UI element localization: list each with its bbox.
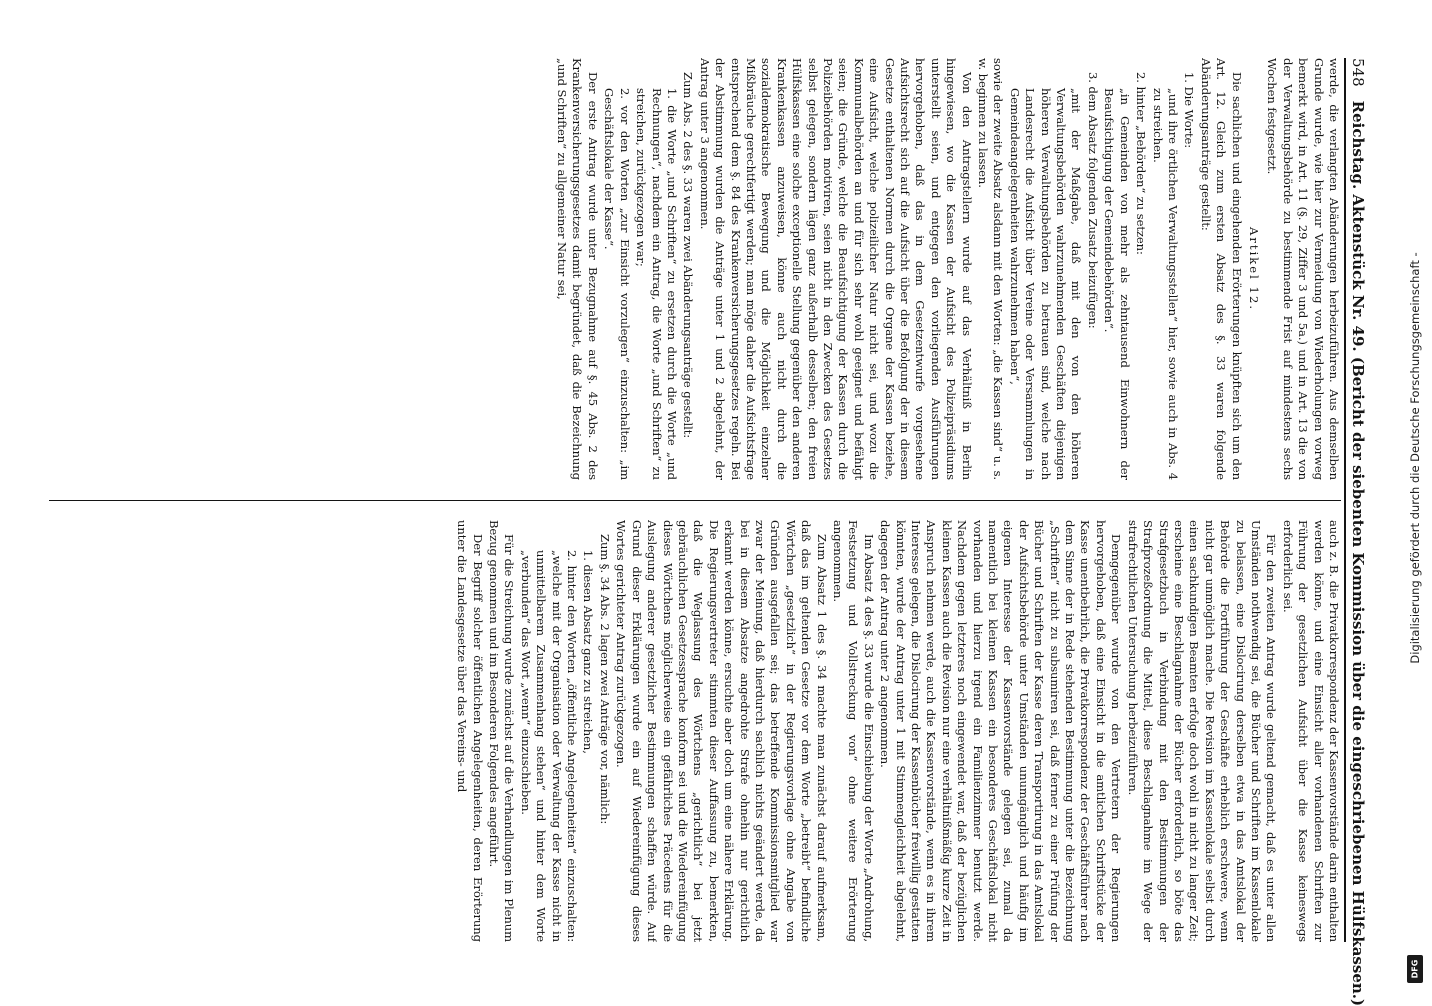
text-paragraph: Der Begriff solcher öffentlichen Angelegenheiten, deren Erörterung unter die Landesgesetze über das Vereins- und xyxy=(455,520,485,942)
page-header xyxy=(1344,58,1375,1006)
text-paragraph: 3. dem Absatz folgenden Zusatz beizufügen: xyxy=(1085,72,1100,329)
text-paragraph: „und ihre örtlichen Verwaltungsstellen“ hier, sowie auch in Abs. 4 zu streichen. xyxy=(1150,88,1180,480)
text-paragraph: Im Absatz 4 des §. 33 wurde die Einschiebung der Worte „Androhung, Festsetzung und Vollstreckung von“ ohne weitere Erörterung angenommen. xyxy=(831,520,876,942)
digitization-credit: Digitalisierung gefördert durch die Deutsche Forschungsgemeinschaft - xyxy=(1408,252,1422,664)
text-paragraph: Für die Streichung wurde zunächst auf die Verhandlungen im Plenum Bezug genommen und im Besonderen Folgendes angeführt. xyxy=(487,520,517,942)
text-paragraph: 2. vor den Worten „zur Einsicht vorzulegen“ einzuschalten: „im Geschäftslokale der Kasse“. xyxy=(602,88,632,480)
document-page xyxy=(41,30,1391,1006)
text-paragraph: 1. Die Worte: xyxy=(1182,72,1197,149)
text-paragraph: Für den zweiten Antrag wurde geltend gemacht, daß es unter allen Umständen nothwendig sei, die Bücher und Schriften im Kassenlokale zu belassen, eine Dislocirung derselben etwa in das Amtslokal der Behörde die Fortführung der Geschäfte erheblich erschwere, wenn nicht gar unmöglich mache. Die Revision im Kassenlokale selbst durch einen sachkundigen Beamten erfolge doch wohl in nicht zu langer Zeit; erscheine eine Beschlagnahme der Bücher erforderlich, so böte das Strafgesetzbuch in Verbindung mit den Bestimmungen der Strafprozeßordnung die Mittel, diese Beschlagnahme im Wege der strafrechtlichen Untersuchung herbeizuführen. xyxy=(1125,520,1279,942)
left-text-column xyxy=(49,58,1341,480)
text-paragraph: auch z. B. die Privatkorrespondenz der Kassenvorstände darin enthalten werden könne, und eine Einsicht aller vorhandenen Schriften zur Führung der gesetzlichen Aufsicht über die Kasse keineswegs erforderlich sei. xyxy=(1280,520,1341,942)
text-paragraph: werde, die verlangten Abänderungen herbeizuführen. Aus demselben Grunde wurde, wie hier zur Vermeidung von Wiederholungen vorweg bemerkt wird, in Art. 11 (§. 29, Ziffer 3 und 5a.) und in Art. 13 die von der Verwaltungsbehörde zu bestimmende Frist auf mindestens sechs Wochen festgesetzt. xyxy=(1265,58,1341,480)
right-text-column xyxy=(49,520,1341,942)
section-heading: Artikel 12. xyxy=(1246,227,1261,311)
digitization-footer xyxy=(1404,15,1426,1000)
text-paragraph: sowie der zweite Absatz alsdann mit den Worten: „die Kassen sind“ u. s. w. beginnen zu lassen. xyxy=(976,58,1006,480)
text-paragraph: 1. diesen Absatz ganz zu streichen, xyxy=(581,550,596,754)
text-paragraph: 1. die Worte „und Schriften“ zu ersetzen durch die Worte „und Rechnungen“, nachdem ein Antrag, die Worte „und Schriften“ zu streichen, zurückgezogen war; xyxy=(634,88,679,480)
text-paragraph: Die sachlichen und eingehenden Erörterungen knüpften sich um den Art. 12. Gleich zum ersten Absatz des §. 33 waren folgende Abänderungsanträge gestellt: xyxy=(1198,58,1244,480)
text-paragraph: Demgegenüber wurde von den Vertretern der Regierungen hervorgehoben, daß eine Einsicht in die amtlichen Schriftstücke der Kasse unentbehrlich, die Privatkorrespondenz der Geschäftsführer nach dem Sinne der in Rede stehenden Bestimmung unter die Bezeichnung „Schriften“ nicht zu subsumiren sei, daß ferner zu einer Prüfung der Bücher und Schriften der Kasse deren Transportirung in das Amtslokal der Aufsichtsbehörde unter Umständen unumgänglich und häufig im eigenen Interesse der Kassenvorstände gelegen sei, zumal da namentlich bei kleinen Kassen ein besonderes Geschäftslokal nicht vorhanden und hierzu irgend ein Familienzimmer benutzt werde. Nachdem gegen letzteres noch eingewendet war, daß der bezüglichen kleinen Kassen auch die Revision nur eine verhältnißmäßig kurze Zeit in Anspruch nehmen werde, auch die Kassenvorstände, wenn es in ihrem Interesse gelegen, die Dislocirung der Kassenbücher freiwillig gestatten könnten, wurde der Antrag unter 1 mit Stimmengleichheit abgelehnt, dagegen der Antrag unter 2 angenommen. xyxy=(878,520,1124,942)
text-paragraph: „mit der Maßgabe, daß mit den von den höheren Verwaltungsbehörden wahrzunehmenden Geschäften diejenigen höheren Verwaltungsbehörden zu betrauen sind, welche nach Landesrecht die Aufsicht über Vereine oder Versammlungen in Gemeindeangelegenheiten wahrzunehmen haben“, xyxy=(1007,88,1084,480)
text-paragraph: Von den Antragstellern wurde auf das Verhältniß in Berlin hingewiesen, wo die Kassen der Aufsicht des Polizeipräsidiums unterstellt seien, und entgegen den vorliegenden Ausführungen hervorgehoben, daß das in dem Gesetzentwurfe vorgesehene Aufsichtsrecht sich auf die Aufsicht über die Befolgung der in diesem Gesetze enthaltenen Normen durch die Organe der Kassen beziehe, eine Aufsicht, welche polizeilicher Natur nicht sei, und wozu die Kommunalbehörden an und für sich sehr wohl geeignet und befähigt seien; die Gründe, welche die Beaufsichtigung der Kassen durch die Polizeibehörden motiviren, seien nicht in den Zwecken des Gesetzes selbst gelegen, sondern lägen ganz außerhalb desselben; den freien Hülfskassen eine solche exceptionelle Stellung gegenüber den anderen Krankenkassen anzuweisen, könne auch nicht durch die sozialdemokratische Bewegung und die Möglichkeit einzelner Mißbräuche gerechtfertigt werden; man möge daher die Aufsichtsfrage entsprechend dem §. 84 des Krankenversicherungsgesetzes regeln. Bei der Abstimmung wurden die Anträge unter 1 und 2 abgelehnt, der Antrag unter 3 angenommen. xyxy=(697,58,974,480)
text-paragraph: Zum Abs. 2 des §. 33 waren zwei Abänderungsanträge gestellt: xyxy=(681,72,696,439)
text-paragraph: 2. hinter den Worten „öffentliche Angelegenheiten“ einzuschalten: „welche mit der Organisation oder Verwaltung der Kasse nicht in unmittelbarem Zusammenhang stehen“ und hinter dem Worte „verbunden“ das Wort „wenn“ einzuschieben. xyxy=(518,550,580,942)
text-paragraph: 2. hinter „Behörden“ zu setzen: xyxy=(1134,72,1149,255)
dfg-logo-text: DFG xyxy=(1410,959,1420,979)
text-paragraph: Zum Absatz 1 des §. 34 machte man zunächst darauf aufmerksam, daß das im geltenden Gesetze vor dem Worte „betreibt“ befindliche Wörtchen „gesetzlich“ in der Regierungsvorlage ohne Angabe von Gründen ausgefallen sei; das betreffende Kommissionsmitglied war zwar der Meinung, daß hierdurch sachlich nichts geändert werde, da bei in diesem Absatze angedrohte Strafe ohnehin nur gerichtlich erkannt werden könne, ersuchte aber doch um eine nähere Erklärung. Die Regierungsvertreter stimmten dieser Auffassung zu, bemerkten, daß die Weglassung des Wörtchens „gerichtlich“ bei jetzt gebräuchlichen Gesetzessprache konform sei und die Wiedereinfügung dieses Wörtchens möglicherweise ein gefährliches Präcedens für die Auslegung anderer gesetzlicher Bestimmungen schaffen würde. Auf Grund dieser Erklärungen wurde ein auf Wiedereinfügung dieses Wortes gerichteter Antrag zurückgezogen. xyxy=(614,520,829,942)
column-divider xyxy=(49,500,1341,501)
text-paragraph: „in Gemeinden von mehr als zehntausend Einwohnern der Beaufsichtigung der Gemeindebehörden“. xyxy=(1102,88,1132,480)
page-header-title: Reichstag. Aktenstück Nr. 49. (Bericht der siebenten Kommission über die eingeschriebenen Hülfskassen.) xyxy=(1349,100,1367,1006)
text-paragraph: Der erste Antrag wurde unter Bezugnahme auf §. 45 Abs. 2 des Krankenversicherungsgesetzes damit begründet, daß die Bezeichnung „und Schriften“ zu allgemeiner Natur sei, xyxy=(555,58,600,480)
dfg-logo xyxy=(1407,955,1423,983)
text-paragraph: Zum §. 34 Abs. 2 lagen zwei Anträge vor, nämlich: xyxy=(597,534,612,825)
page-number: 548 xyxy=(1349,58,1367,87)
